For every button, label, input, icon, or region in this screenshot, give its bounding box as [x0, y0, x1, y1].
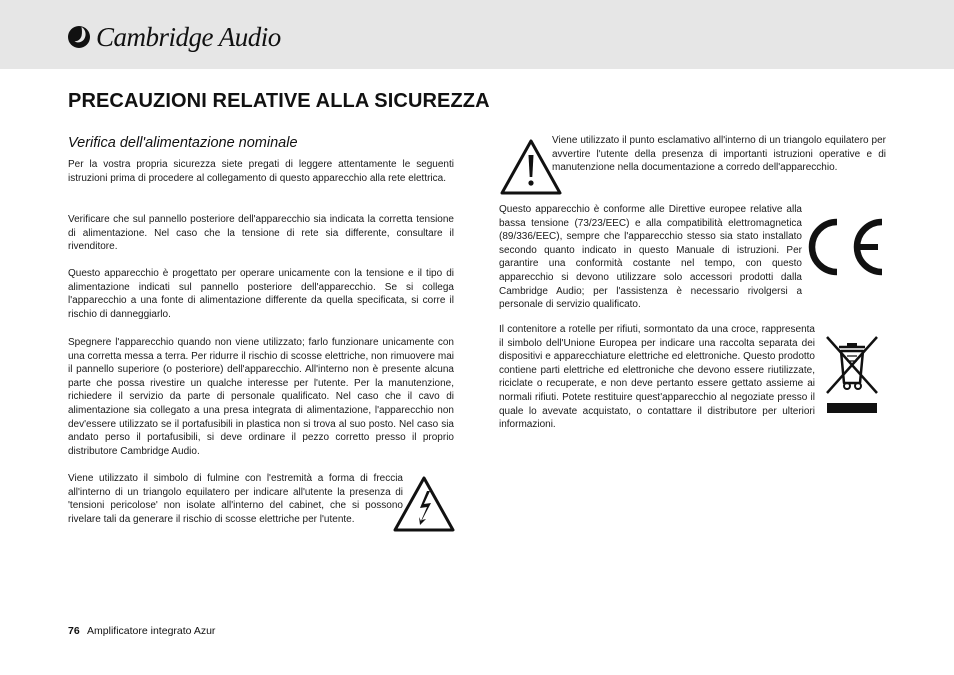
section-heading: Verifica dell'alimentazione nominale — [68, 135, 298, 151]
header-bar — [0, 0, 954, 69]
product-name: Amplificatore integrato Azur — [87, 625, 216, 637]
brand-logo — [67, 22, 281, 52]
power-supply-paragraph: Questo apparecchio è progettato per operare unicamente con la tensione e il tipo di alimentazione indicati sul pannello posteriore dell'apparecchio. Se si collega l'apparecchio a una fonte di alimentazione differente da quella specificata, si corre il rischio di danneggiarlo. — [68, 268, 454, 320]
voltage-check-paragraph: Verificare che sul pannello posteriore dell'apparecchio sia indicata la corretta tensione di alimentazione. Nel caso che la tensione di rete sia differente, consultare il rivenditore. — [68, 214, 454, 253]
ce-conformity-paragraph: Questo apparecchio è conforme alle Direttive europee relative alla bassa tensione (73/23/EEC) e alla compatibilità elettromagnetica (89/336/EEC), sempre che l'apparecchio stesso sia stato installato secondo quanto indicato in questo Manuale di istruzioni. Per garantire una conformità costante nel tempo, con questo apparecchio si devono utilizzare solo accessori prodotti dalla Cambridge Audio; per l'assistenza è necessario rivolgersi a personale di servizio qualificato. — [499, 204, 802, 311]
cambridge-audio-logo-icon — [67, 25, 91, 49]
page-number: 76 — [68, 625, 80, 637]
page-footer — [68, 625, 215, 637]
lightning-triangle-icon — [392, 475, 456, 533]
brand-name: Cambridge Audio — [96, 22, 281, 52]
page-title: PRECAUZIONI RELATIVE ALLA SICUREZZA — [68, 90, 490, 112]
exclamation-symbol-paragraph: Viene utilizzato il punto esclamativo all'interno di un triangolo equilatero per avvertire l'utente della presenza di importanti istruzioni operative e di manutenzione nella documentazione a corredo dell'apparecchio. — [552, 135, 886, 174]
crossed-bin-icon — [823, 333, 881, 415]
intro-paragraph: Per la vostra propria sicurezza siete pregati di leggere attentamente le seguenti istruzioni prima di procedere al collegamento di questo apparecchio alla rete elettrica. — [68, 159, 454, 184]
weee-paragraph: Il contenitore a rotelle per rifiuti, sormontato da una croce, rappresenta il simbolo dell'Unione Europea per indicare una raccolta separata dei dispositivi e apparecchiature elettriche ed elettroniche. Questo prodotto contiene parti elettriche ed elettroniche che devono essere riutilizzate, riciclate o recuperate, e non deve pertanto essere gettato assieme ai normali rifiuti. Potete restituire quest'apparecchio al negoziate presso il quale lo avevate acquistato, o contattare il distributore per ulteriori informazioni. — [499, 324, 815, 431]
ce-mark-icon — [808, 216, 886, 278]
grounding-paragraph: Spegnere l'apparecchio quando non viene utilizzato; farlo funzionare unicamente con una corretta messa a terra. Per ridurre il rischio di scosse elettriche, non rimuovere mai il pannello superiore (o posteriore) dell'apparecchio. All'interno non è presente alcuna parte che possa rivestire un qualche interesse per l'utente. Per la manutenzione, richiedere il servizio da parte di personale qualificato. Nel caso che il cavo di alimentazione sia collegato a una presa integrata di alimentazione, l'apparecchio non dev'essere utilizzato se il portafusibili in plastica non si trova al suo posto. Nel caso sia andato perso il portafusibili, si deve ordinare il pezzo corretto presso il proprio distributore Cambridge Audio. — [68, 337, 454, 457]
lightning-symbol-paragraph: Viene utilizzato il simbolo di fulmine con l'estremità a forma di freccia all'interno di un triangolo equilatero per indicare all'utente la presenza di 'tensioni pericolose' non isolate all'interno del cabinet, che si possono rivelare tali da generare il rischio di scosse elettriche per l'utente. — [68, 473, 403, 525]
